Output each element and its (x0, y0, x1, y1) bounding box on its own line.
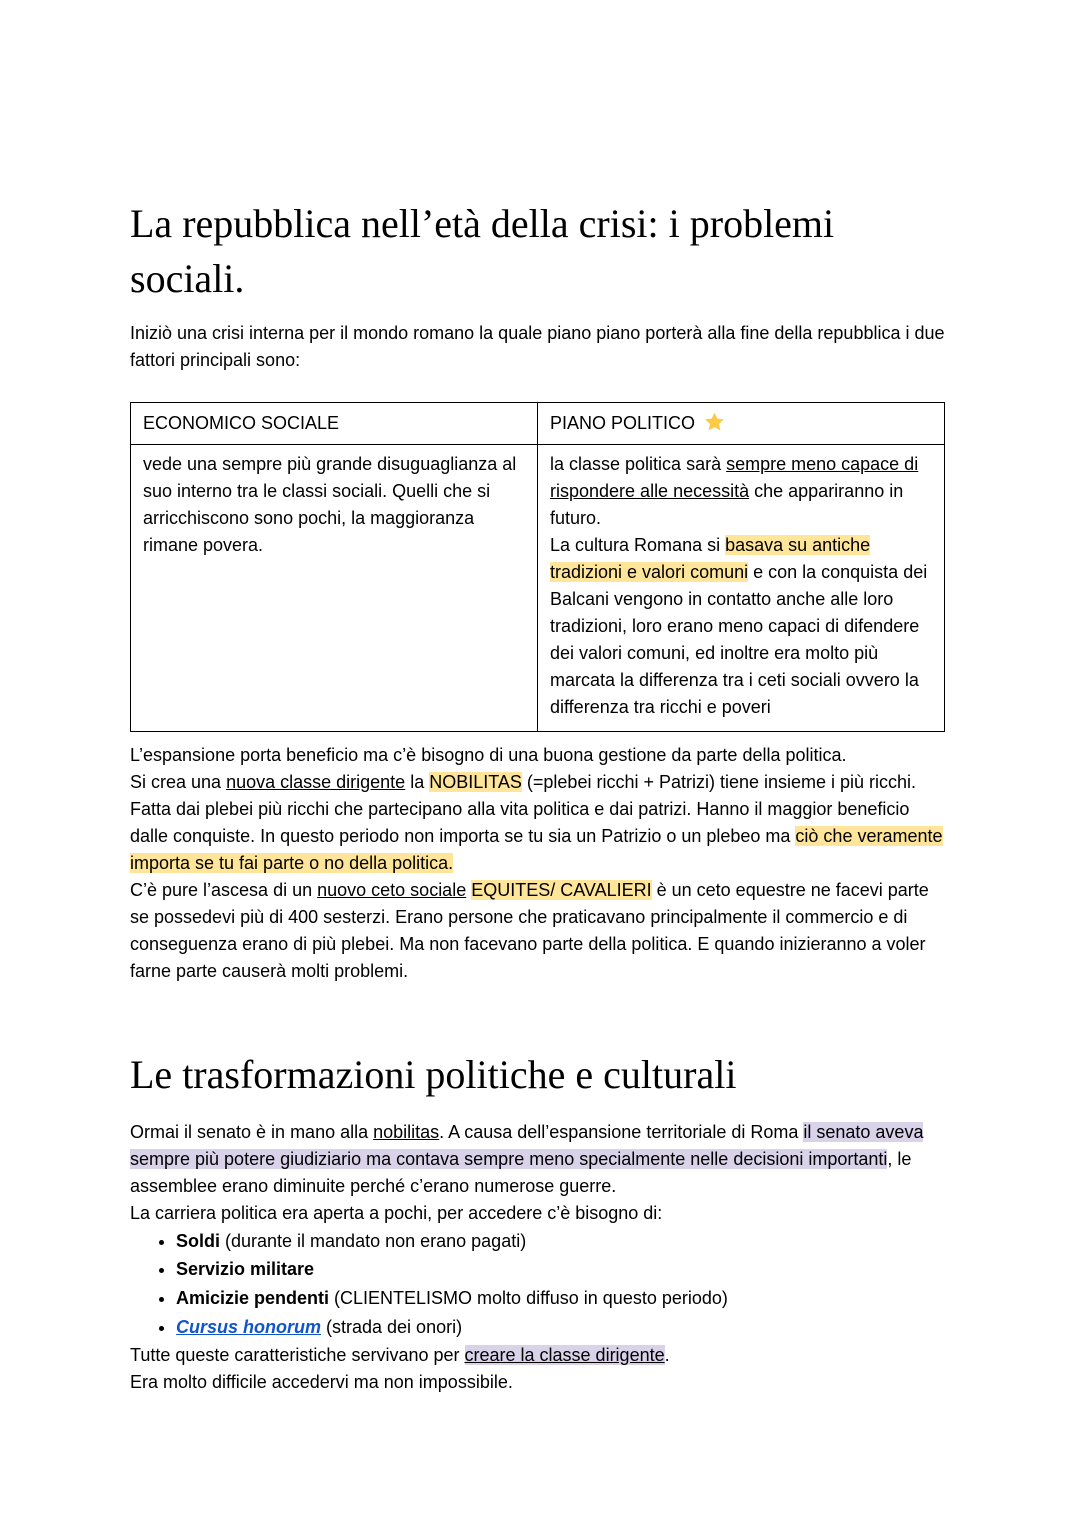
intro-paragraph (130, 320, 945, 374)
paragraph-senato (130, 1119, 945, 1200)
text-run: Amicizie pendenti (176, 1288, 330, 1309)
table-cell-economico-sociale (131, 445, 538, 732)
text-run: (durante il mandato non erano pagati) (220, 1230, 527, 1251)
text-run: (=plebei ricchi + Patrizi) tiene insieme i più ricchi. Fatta dai plebei più ricchi che partecipano alla vita politica e dai patrizi. Hanno il maggior beneficio dalle conquiste. In questo periodo non importa se tu sia un Patrizio o un plebeo ma (130, 772, 917, 847)
table-body-row (131, 445, 945, 732)
text-run: nuovo ceto sociale (317, 880, 467, 901)
table-header-row (131, 403, 945, 445)
text-run: Si crea una (130, 772, 227, 793)
text-run: C’è pure l’ascesa di un (130, 880, 318, 901)
table-header-piano-politico (538, 403, 945, 445)
text-run: Soldi (176, 1230, 220, 1251)
text-run: la classe politica sarà (550, 454, 727, 475)
text-run: che appariranno in futuro. (550, 481, 904, 529)
page-title: La repubblica nell’età della crisi: i problemi sociali. (130, 201, 835, 302)
nobilitas-highlight: NOBILITAS (429, 772, 522, 793)
text-run: nobilitas (373, 1121, 440, 1142)
table-header-label: ECONOMICO SOCIALE (143, 413, 340, 434)
text-run: La carriera politica era aperta a pochi, per accedere c’è bisogno di: (130, 1202, 663, 1223)
text-run: (strada dei onori) (321, 1316, 463, 1337)
list-item-cursus-honorum (176, 1313, 945, 1342)
equites-highlight: EQUITES/ CAVALIERI (471, 880, 652, 901)
text-run: basava su antiche tradizioni e valori comuni (550, 535, 871, 583)
text-run: vede una sempre più grande disuguaglianza al suo interno tra le classi sociali. Quelli che si arricchiscono sono pochi, la maggioranza rimane povera. (143, 454, 517, 556)
text-run: Era molto difficile accedervi ma non impossibile. (130, 1371, 513, 1392)
paragraph-espansione (130, 742, 945, 769)
paragraph-nobilitas (130, 769, 945, 877)
text-run: L’espansione porta beneficio ma c’è bisogno di una buona gestione da parte della politica. (130, 745, 847, 766)
text-run: nuova classe dirigente (226, 772, 406, 793)
section-title-trasformazioni: Le trasformazioni politiche e culturali (130, 1052, 737, 1098)
text-run: (CLIENTELISMO molto diffuso in questo periodo) (329, 1288, 728, 1309)
factors-table (130, 402, 945, 732)
paragraph-equites (130, 877, 945, 985)
table-header-economico-sociale (131, 403, 538, 445)
star-icon (703, 411, 726, 433)
text-run: . A causa dell’espansione territoriale di Roma (439, 1121, 804, 1142)
list-item-soldi (176, 1227, 945, 1256)
text-run: è un ceto equestre ne facevi parte se possedevi più di 400 sesterzi. Erano persone che praticavano principalmente il commercio e di conseguenza erano di più plebei. Ma non facevano parte della politica. E quando inizieranno a voler farne parte causerà molti problemi. (130, 880, 929, 982)
list-item-amicizie-pendenti (176, 1284, 945, 1313)
text-run: Ormai il senato è in mano alla (130, 1121, 374, 1142)
text-run: , le assemblee erano diminuite perché c’erano numerose guerre. (130, 1148, 912, 1196)
text-run: La cultura Romana si (550, 535, 726, 556)
table-header-label: PIANO POLITICO (550, 413, 696, 434)
text-run: Iniziò una crisi interna per il mondo romano la quale piano piano porterà alla fine della repubblica i due fattori principali sono: (130, 323, 945, 371)
paragraph-accesso (130, 1369, 945, 1396)
requirements-list (130, 1227, 945, 1342)
text-run: il senato aveva sempre più potere giudiziario ma contava sempre meno specialmente nelle decisioni importanti (130, 1121, 924, 1169)
text-run: . (664, 1344, 670, 1365)
table-cell-piano-politico (538, 445, 945, 732)
text-run: creare la classe dirigente (464, 1344, 665, 1365)
paragraph-carriera (130, 1200, 945, 1227)
text-run: Tutte queste caratteristiche servivano per (130, 1344, 465, 1365)
text-run: e con la conquista dei Balcani vengono in contatto anche alle loro tradizioni, loro erano meno capaci di difendere dei valori comuni, ed inoltre era molto più marcata la differenza tra i ceti sociali ovvero la differenza tra ricchi e poveri (550, 562, 928, 718)
text-run: sempre meno capace di rispondere alle necessità (550, 454, 919, 502)
list-item-servizio-militare (176, 1255, 945, 1284)
text-run: ciò che veramente importa se tu fai parte o no della politica. (130, 826, 943, 874)
text-run: Servizio militare (176, 1259, 315, 1280)
cursus-honorum-link[interactable]: Cursus honorum (176, 1316, 322, 1337)
paragraph-classe-dirigente (130, 1342, 945, 1369)
text-run: la (405, 772, 430, 793)
